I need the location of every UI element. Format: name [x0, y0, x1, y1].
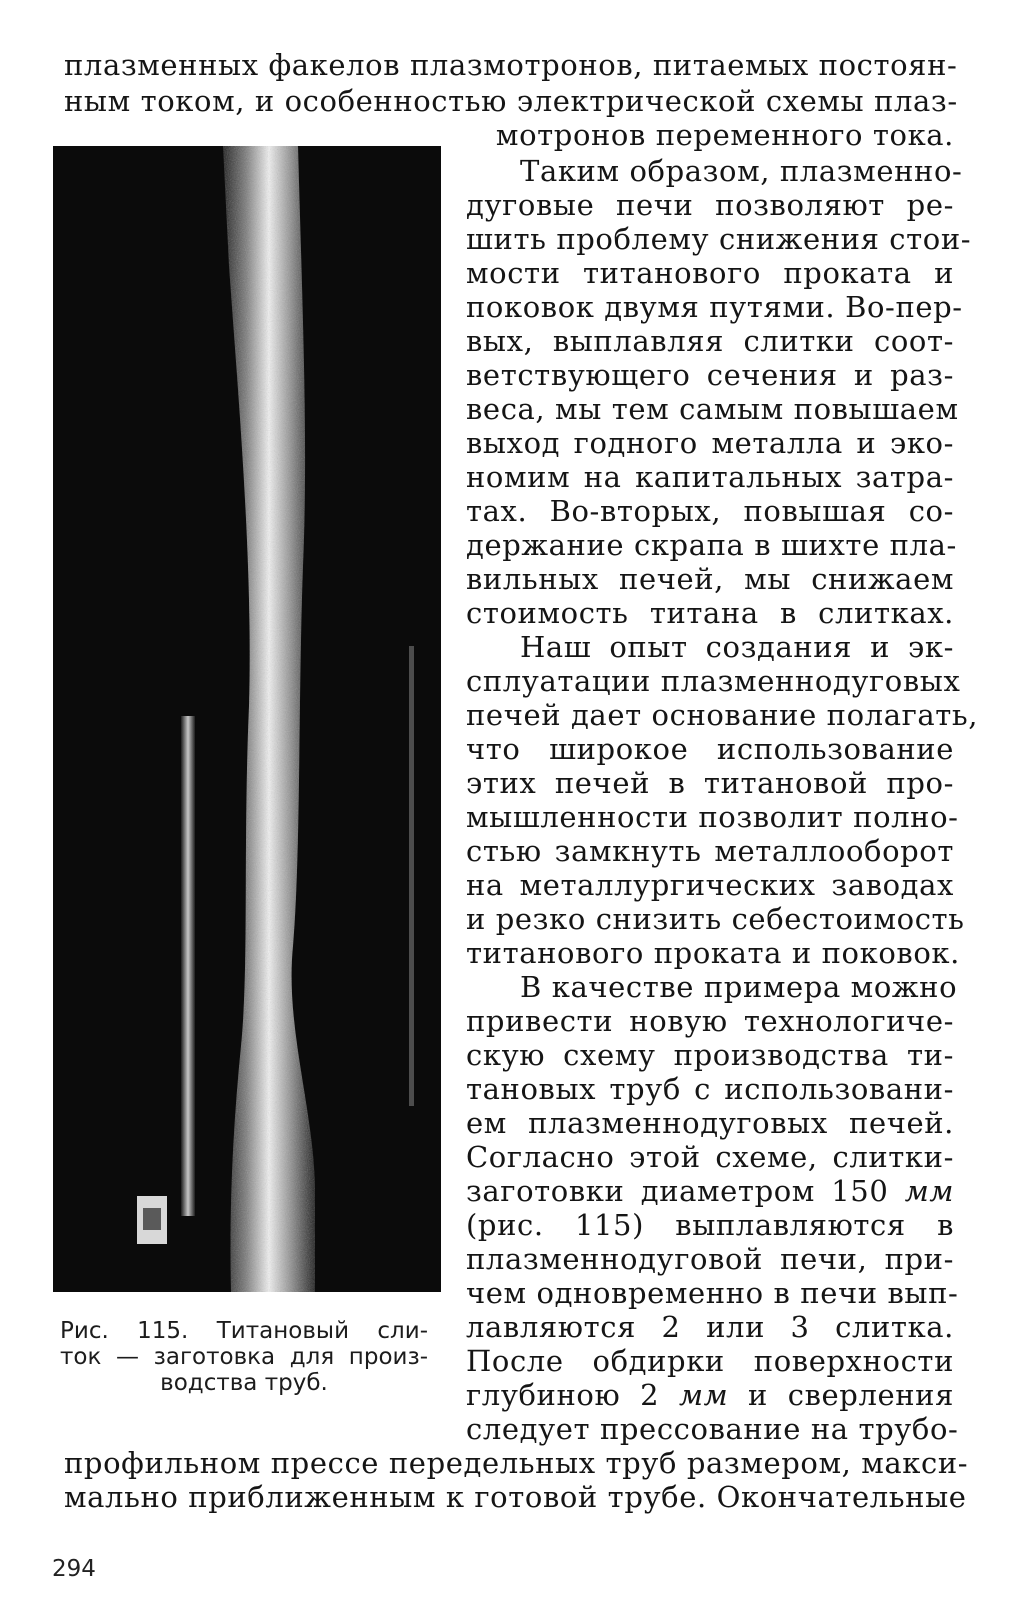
titanium-ingot-photo — [53, 146, 441, 1292]
text-line — [466, 1174, 954, 1208]
text-line: шить проблему снижения стои- — [466, 222, 972, 256]
text-line: тановых труб с использовани- — [466, 1072, 954, 1106]
text-line: поковок двумя путями. Во-пер- — [466, 290, 963, 324]
text-line: вильных печей, мы снижаем — [466, 562, 954, 596]
text-line: Согласно этой схеме, слитки- — [466, 1140, 954, 1174]
text-line: стью замкнуть металлооборот — [466, 834, 954, 868]
text-line: выход годного металла и эко- — [466, 426, 954, 460]
text-line: плазменных факелов плазмотронов, питаемых постоян- — [64, 48, 958, 82]
text-line: сплуатации плазменнодуговых — [466, 664, 961, 698]
unit-mm: мм — [678, 1378, 729, 1412]
text-line: на металлургических заводах — [466, 868, 954, 902]
text-line: стоимость титана в слитках. — [466, 596, 954, 630]
figure-caption — [60, 1318, 428, 1396]
text-line: тах. Во-вторых, повышая со- — [466, 494, 954, 528]
text-line: ным током, и особенностью электрической схемы плаз- — [64, 84, 958, 118]
text-line: чем одновременно в печи вып- — [466, 1276, 959, 1310]
text-line: ветствующего сечения и раз- — [466, 358, 954, 392]
text-line: ем плазменнодуговых печей. — [466, 1106, 954, 1140]
text-line: что широкое использование — [466, 732, 954, 766]
text-line: плазменнодуговой печи, при- — [466, 1242, 954, 1276]
text-fragment: и сверления — [748, 1378, 954, 1412]
page-number: 294 — [52, 1556, 96, 1582]
text-line: мально приближенным к готовой трубе. Окончательные — [64, 1480, 967, 1514]
text-line: веса, мы тем самым повышаем — [466, 392, 959, 426]
text-line: печей дает основание полагать, — [466, 698, 979, 732]
caption-line: Рис. 115. Титановый сли- — [60, 1318, 428, 1344]
text-line — [466, 1378, 954, 1412]
text-fragment: глубиною 2 — [466, 1378, 660, 1412]
text-line: мотронов переменного тока. — [495, 118, 954, 152]
text-line: скую схему производства ти- — [466, 1038, 954, 1072]
text-line: и резко снизить себестоимость — [466, 902, 965, 936]
text-line: Таким образом, плазменно- — [520, 154, 963, 188]
text-line: титанового проката и поковок. — [466, 936, 960, 970]
unit-mm: мм — [904, 1174, 954, 1208]
text-line: привести новую технологиче- — [466, 1004, 954, 1038]
text-line: держание скрапа в шихте пла- — [466, 528, 957, 562]
text-fragment: заготовки диаметром 150 — [466, 1174, 889, 1208]
text-line: Наш опыт создания и эк- — [520, 630, 954, 664]
ingot-illustration — [53, 146, 441, 1292]
text-line: В качестве примера можно — [520, 970, 958, 1004]
caption-line: водства труб. — [160, 1370, 328, 1396]
text-line: лавляются 2 или 3 слитка. — [466, 1310, 954, 1344]
text-line: мышленности позволит полно- — [466, 800, 959, 834]
text-line: (рис. 115) выплавляются в — [466, 1208, 954, 1242]
text-line: профильном прессе передельных труб размером, макси- — [64, 1446, 969, 1480]
text-line: вых, выплавляя слитки соот- — [466, 324, 954, 358]
caption-line: ток — заготовка для произ- — [60, 1344, 428, 1370]
text-line: следует прессование на трубо- — [466, 1412, 959, 1446]
text-line: этих печей в титановой про- — [466, 766, 954, 800]
text-line: мости титанового проката и — [466, 256, 954, 290]
text-line: После обдирки поверхности — [466, 1344, 954, 1378]
text-line: номим на капитальных затра- — [466, 460, 954, 494]
text-line: дуговые печи позволяют ре- — [466, 188, 954, 222]
